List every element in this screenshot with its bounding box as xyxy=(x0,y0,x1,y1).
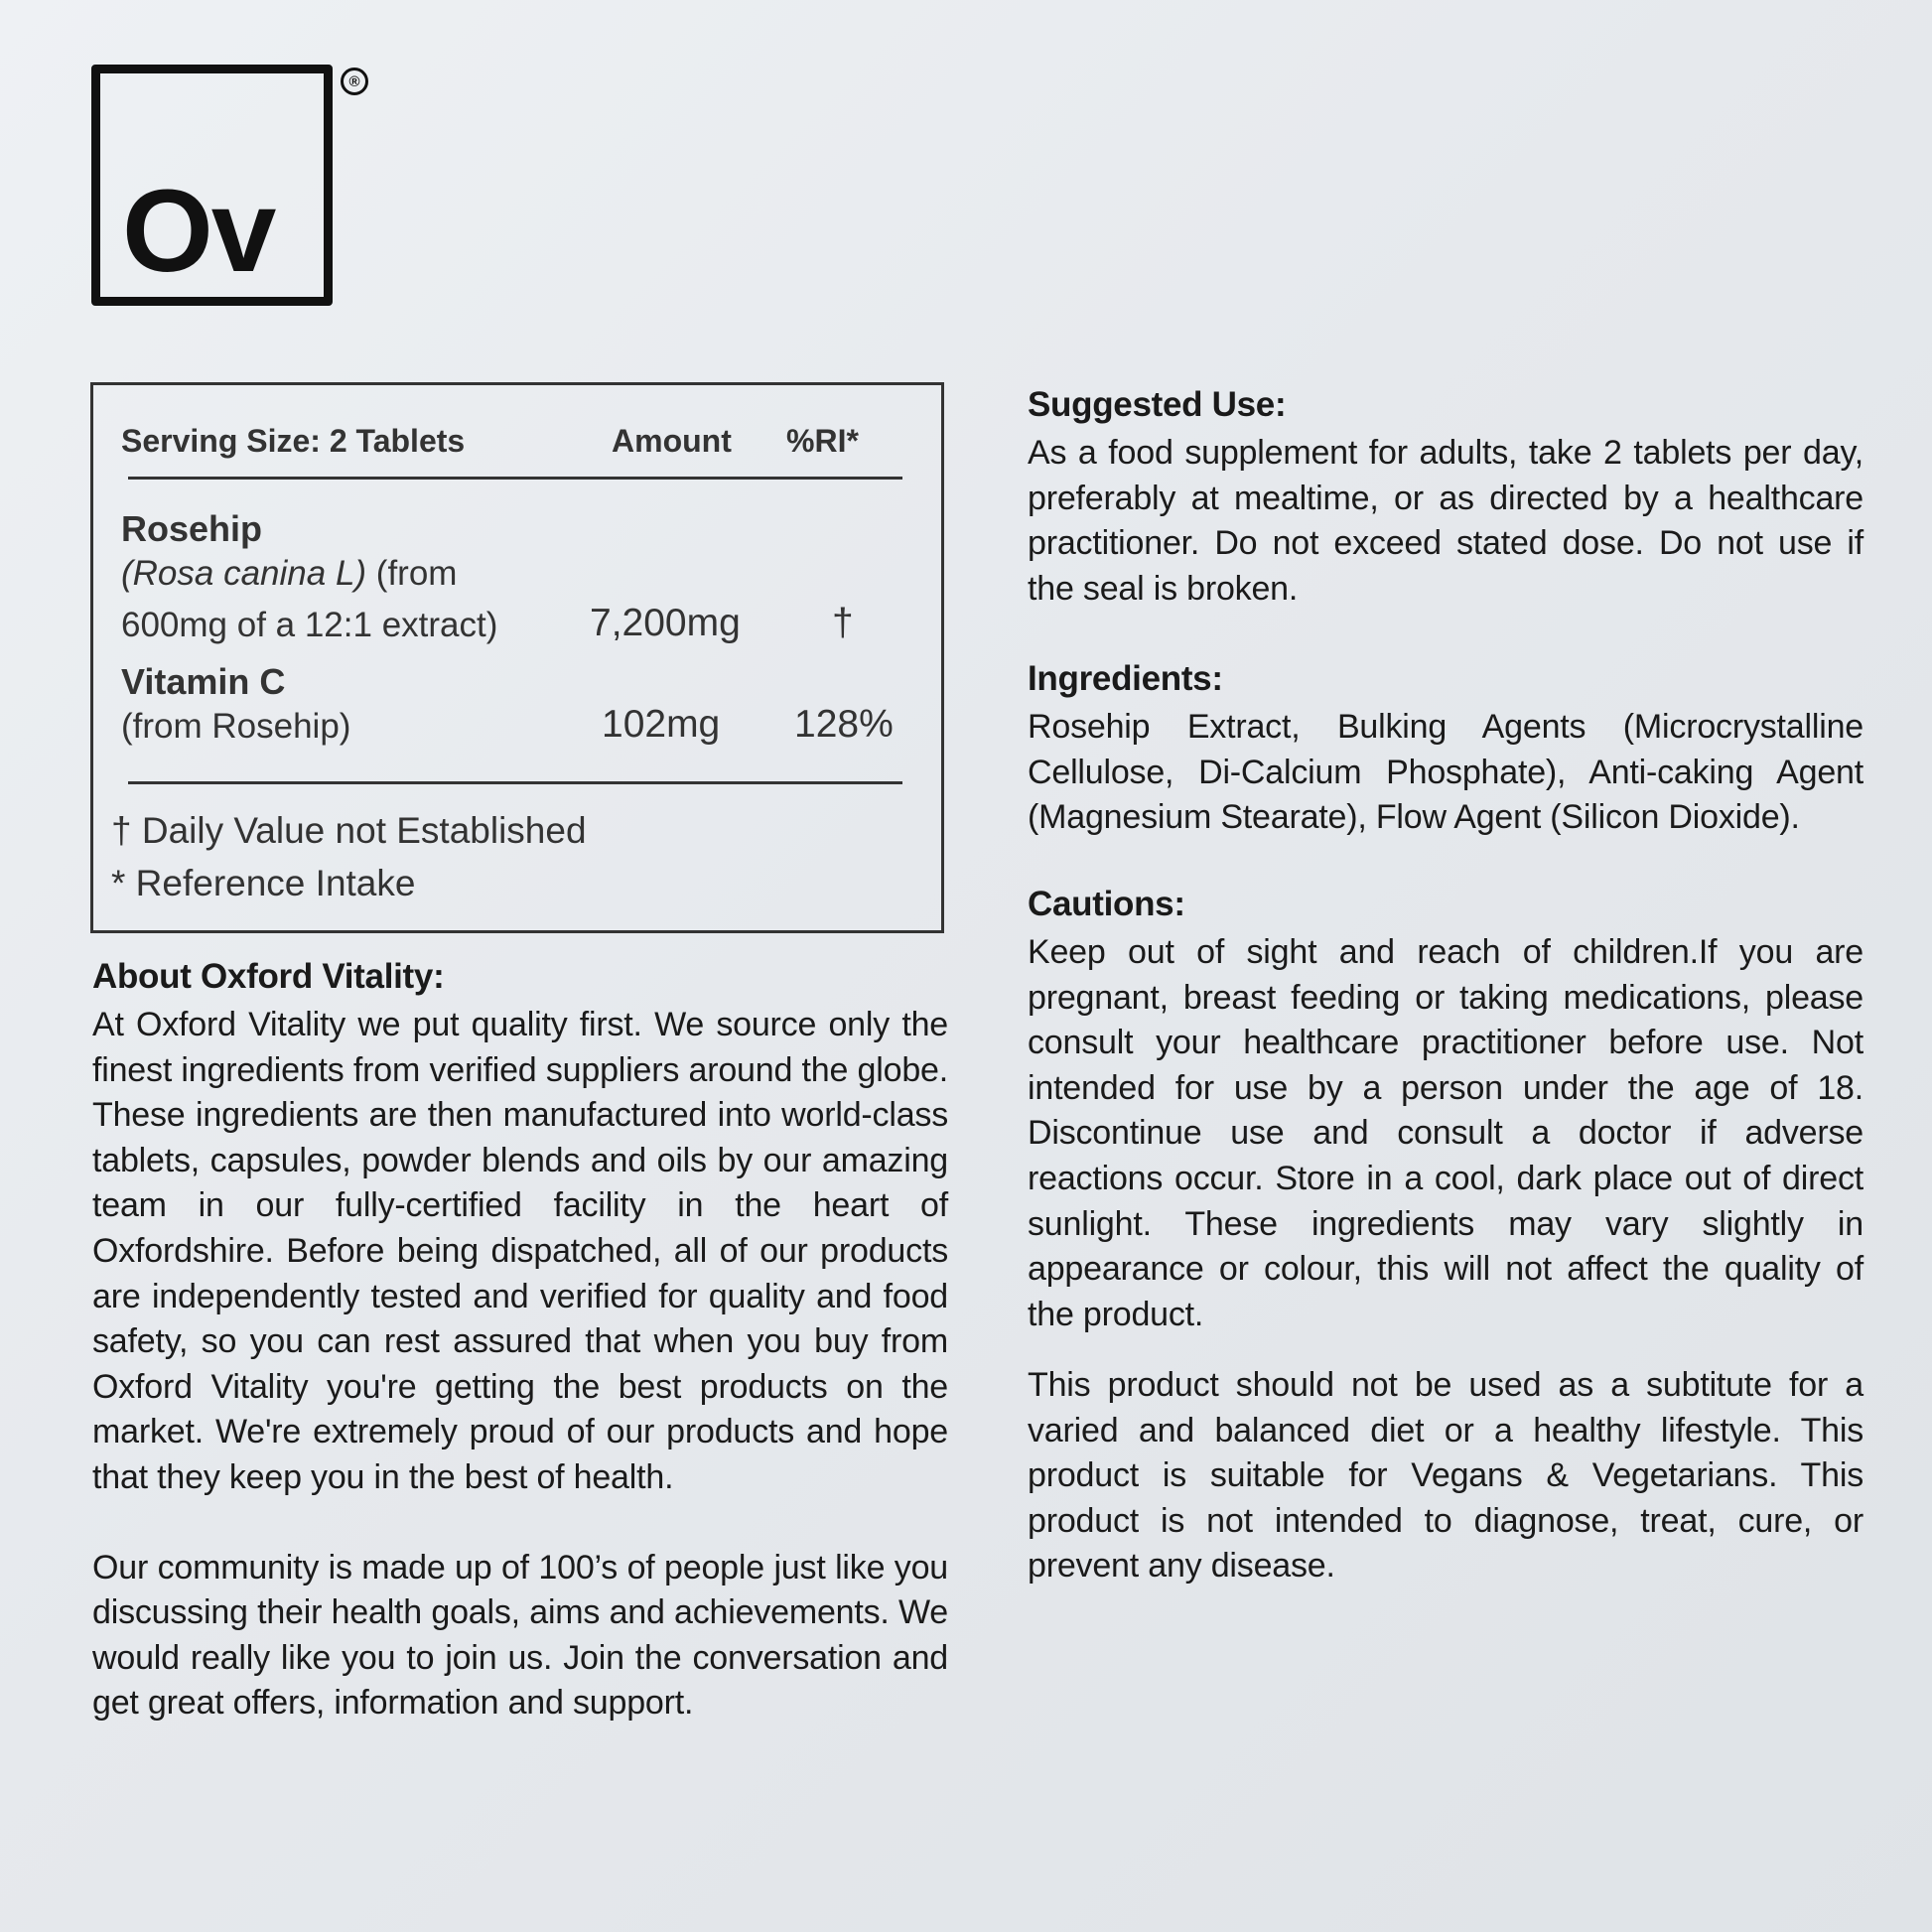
disclaimer-section xyxy=(1028,1363,1863,1589)
community-paragraph: Our community is made up of 100’s of people just like you discussing their health goals, aims and achievements. We would really like you to join us. Join the conversation and get great offers, information and support. xyxy=(92,1548,948,1723)
ri-header: %RI* xyxy=(786,423,859,459)
header-divider xyxy=(128,477,902,480)
disclaimer-text: This product should not be used as a subtitute for a varied and balanced diet or a healthy lifestyle. This product is suitable for Vegans & Vegetarians. This product is not intended to diagnose, treat, cure, or prevent any disease. xyxy=(1028,1366,1863,1586)
nutrient-name: Rosehip xyxy=(121,508,263,549)
suggested-use-text: As a food supplement for adults, take 2 tablets per day, preferably at mealtime, or as directed by a healthcare practitioner. Do not exceed stated dose. Do not use if the seal is broken. xyxy=(1028,434,1863,608)
logo-text: Ov xyxy=(122,166,275,297)
latin-name: (Rosa canina L) xyxy=(121,554,367,593)
cautions-heading: Cautions: xyxy=(1028,885,1185,923)
nutrient-ri: † xyxy=(832,602,854,644)
ingredients-heading: Ingredients: xyxy=(1028,659,1223,698)
nutrient-description-line2: 600mg of a 12:1 extract) xyxy=(121,606,498,644)
nutrient-description-line2: (from Rosehip) xyxy=(121,707,351,746)
footnote-reference-intake: * Reference Intake xyxy=(111,863,416,903)
nutrient-name: Vitamin C xyxy=(121,661,286,702)
nutrient-ri: 128% xyxy=(794,703,894,746)
registered-mark: ® xyxy=(341,68,368,95)
suggested-use-heading: Suggested Use: xyxy=(1028,385,1287,424)
suggested-use-section xyxy=(1028,383,1863,612)
description-tail: (from xyxy=(366,554,458,593)
footnote-daily-value: † Daily Value not Established xyxy=(111,810,587,851)
ingredients-text: Rosehip Extract, Bulking Agents (Microcrystalline Cellulose, Di-Calcium Phosphate), Anti-caking Agent (Magnesium Stearate), Flow Agent (Silicon Dioxide). xyxy=(1028,708,1863,837)
nutrient-amount: 7,200mg xyxy=(590,602,741,644)
amount-header: Amount xyxy=(612,423,732,459)
nutrient-amount: 102mg xyxy=(602,703,721,746)
nutrient-description xyxy=(121,554,457,594)
about-heading: About Oxford Vitality: xyxy=(92,957,445,996)
nutrition-table xyxy=(90,382,944,933)
serving-size-header: Serving Size: 2 Tablets xyxy=(121,423,466,459)
brand-logo xyxy=(91,65,333,306)
about-section xyxy=(92,955,948,1726)
about-paragraph: At Oxford Vitality we put quality first. We source only the finest ingredients from verified suppliers around the globe. These ingredients are then manufactured into world-class tablets, capsules, powder blends and oils by our amazing team in our fully-certified facility in the heart of Oxfordshire. Before being dispatched, all of our products are independently tested and verified for quality and food safety, so you can rest assured that when you buy from Oxford Vitality you're getting the best products on the market. We're extremely proud of our products and hope that they keep you in the best of health. xyxy=(92,1006,948,1496)
ingredients-section xyxy=(1028,657,1863,841)
cautions-section xyxy=(1028,883,1863,1337)
footer-divider xyxy=(128,781,902,784)
cautions-text: Keep out of sight and reach of children.If you are pregnant, breast feeding or taking medications, please consult your healthcare practitioner before use. Not intended for use by a person under the age of 18. Discontinue use and consult a doctor if adverse reactions occur. Store in a cool, dark place out of direct sunlight. These ingredients may vary slightly in appearance or colour, this will not affect the quality of the product. xyxy=(1028,933,1863,1333)
